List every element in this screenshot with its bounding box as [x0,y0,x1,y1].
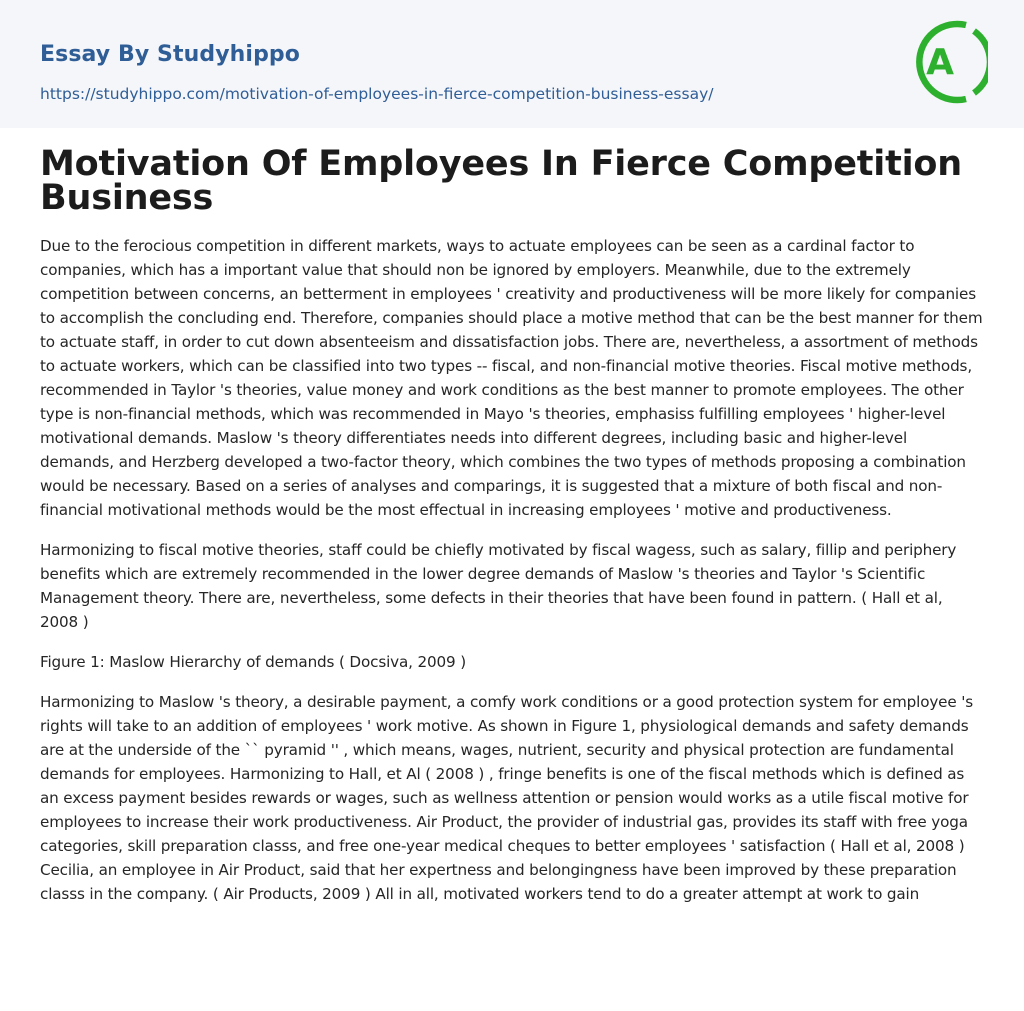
article-title: Motivation Of Employees In Fierce Competition Business [40,144,962,218]
studyhippo-logo-icon[interactable] [908,17,988,107]
article-paragraph-3: Harmonizing to Maslow 's theory, a desirable payment, a comfy work conditions or a good protection system for employee 's rights will take to an addition of employees ' work motive. As shown in Figure 1, physiological demands and safety demands are at the underside of the `` pyramid '' , which means, wages, nutrient, security and physical protection are fundamental demands for employees. Harmonizing to Hall, et Al ( 2008 ) , fringe benefits is one of the fiscal methods which is defined as an excess payment besides rewards or wages, such as wellness attention or pension would works as a utile fiscal motive for employees to increase their work productiveness. Air Product, the provider of industrial gas, provides its staff with free yoga categories, skill preparation classs, and free one-year medical cheques to better employees ' satisfaction ( Hall et al, 2008 ) Cecilia, an employee in Air Product, said that her expertness and belongingness have been improved by these preparation classs in the company. ( Air Products, 2009 ) All in all, motivated workers tend to do a greater attempt at work to gain [40,693,974,903]
figure-caption: Figure 1: Maslow Hierarchy of demands ( Docsiva, 2009 ) [40,653,467,671]
article-paragraph-1: Due to the ferocious competition in different markets, ways to actuate employees can be seen as a cardinal factor to companies, which has a important value that should non be ignored by employers. Meanwhile, due to the extremely competition between concerns, an betterment in employees ' creativity and productiveness will be more likely for companies to accomplish the concluding end. Therefore, companies should place a motive method that can be the best manner for them to actuate staff, in order to cut down absenteeism and dissatisfaction jobs. There are, nevertheless, a assortment of methods to actuate workers, which can be classified into two types -- fiscal, and non-financial motive theories. Fiscal motive methods, recommended in Taylor 's theories, value money and work conditions as the best manner to promote employees. The other type is non-financial methods, which was recommended in Mayo 's theories, emphasiss fulfilling employees ' higher-level motivational demands. Maslow 's theory differentiates needs into different degrees, including basic and higher-level demands, and Herzberg developed a two-factor theory, which combines the two types of methods proposing a combination would be necessary. Based on a series of analyses and comparings, it is suggested that a mixture of both fiscal and non-financial motivational methods would be the most effectual in increasing employees ' motive and productiveness. [40,237,983,519]
article-paragraph-2: Harmonizing to fiscal motive theories, staff could be chiefly motivated by fiscal wagess, such as salary, fillip and periphery benefits which are extremely recommended in the lower degree demands of Maslow 's theories and Taylor 's Scientific Management theory. There are, nevertheless, some defects in their theories that have been found in pattern. ( Hall et al, 2008 ) [40,541,957,631]
site-header [0,0,1024,128]
page-url-link[interactable]: https://studyhippo.com/motivation-of-employees-in-fierce-competition-business-essay/ [40,85,714,103]
site-brand[interactable]: Essay By Studyhippo [40,42,300,67]
article [0,128,1024,906]
logo-letter: A [926,42,954,83]
